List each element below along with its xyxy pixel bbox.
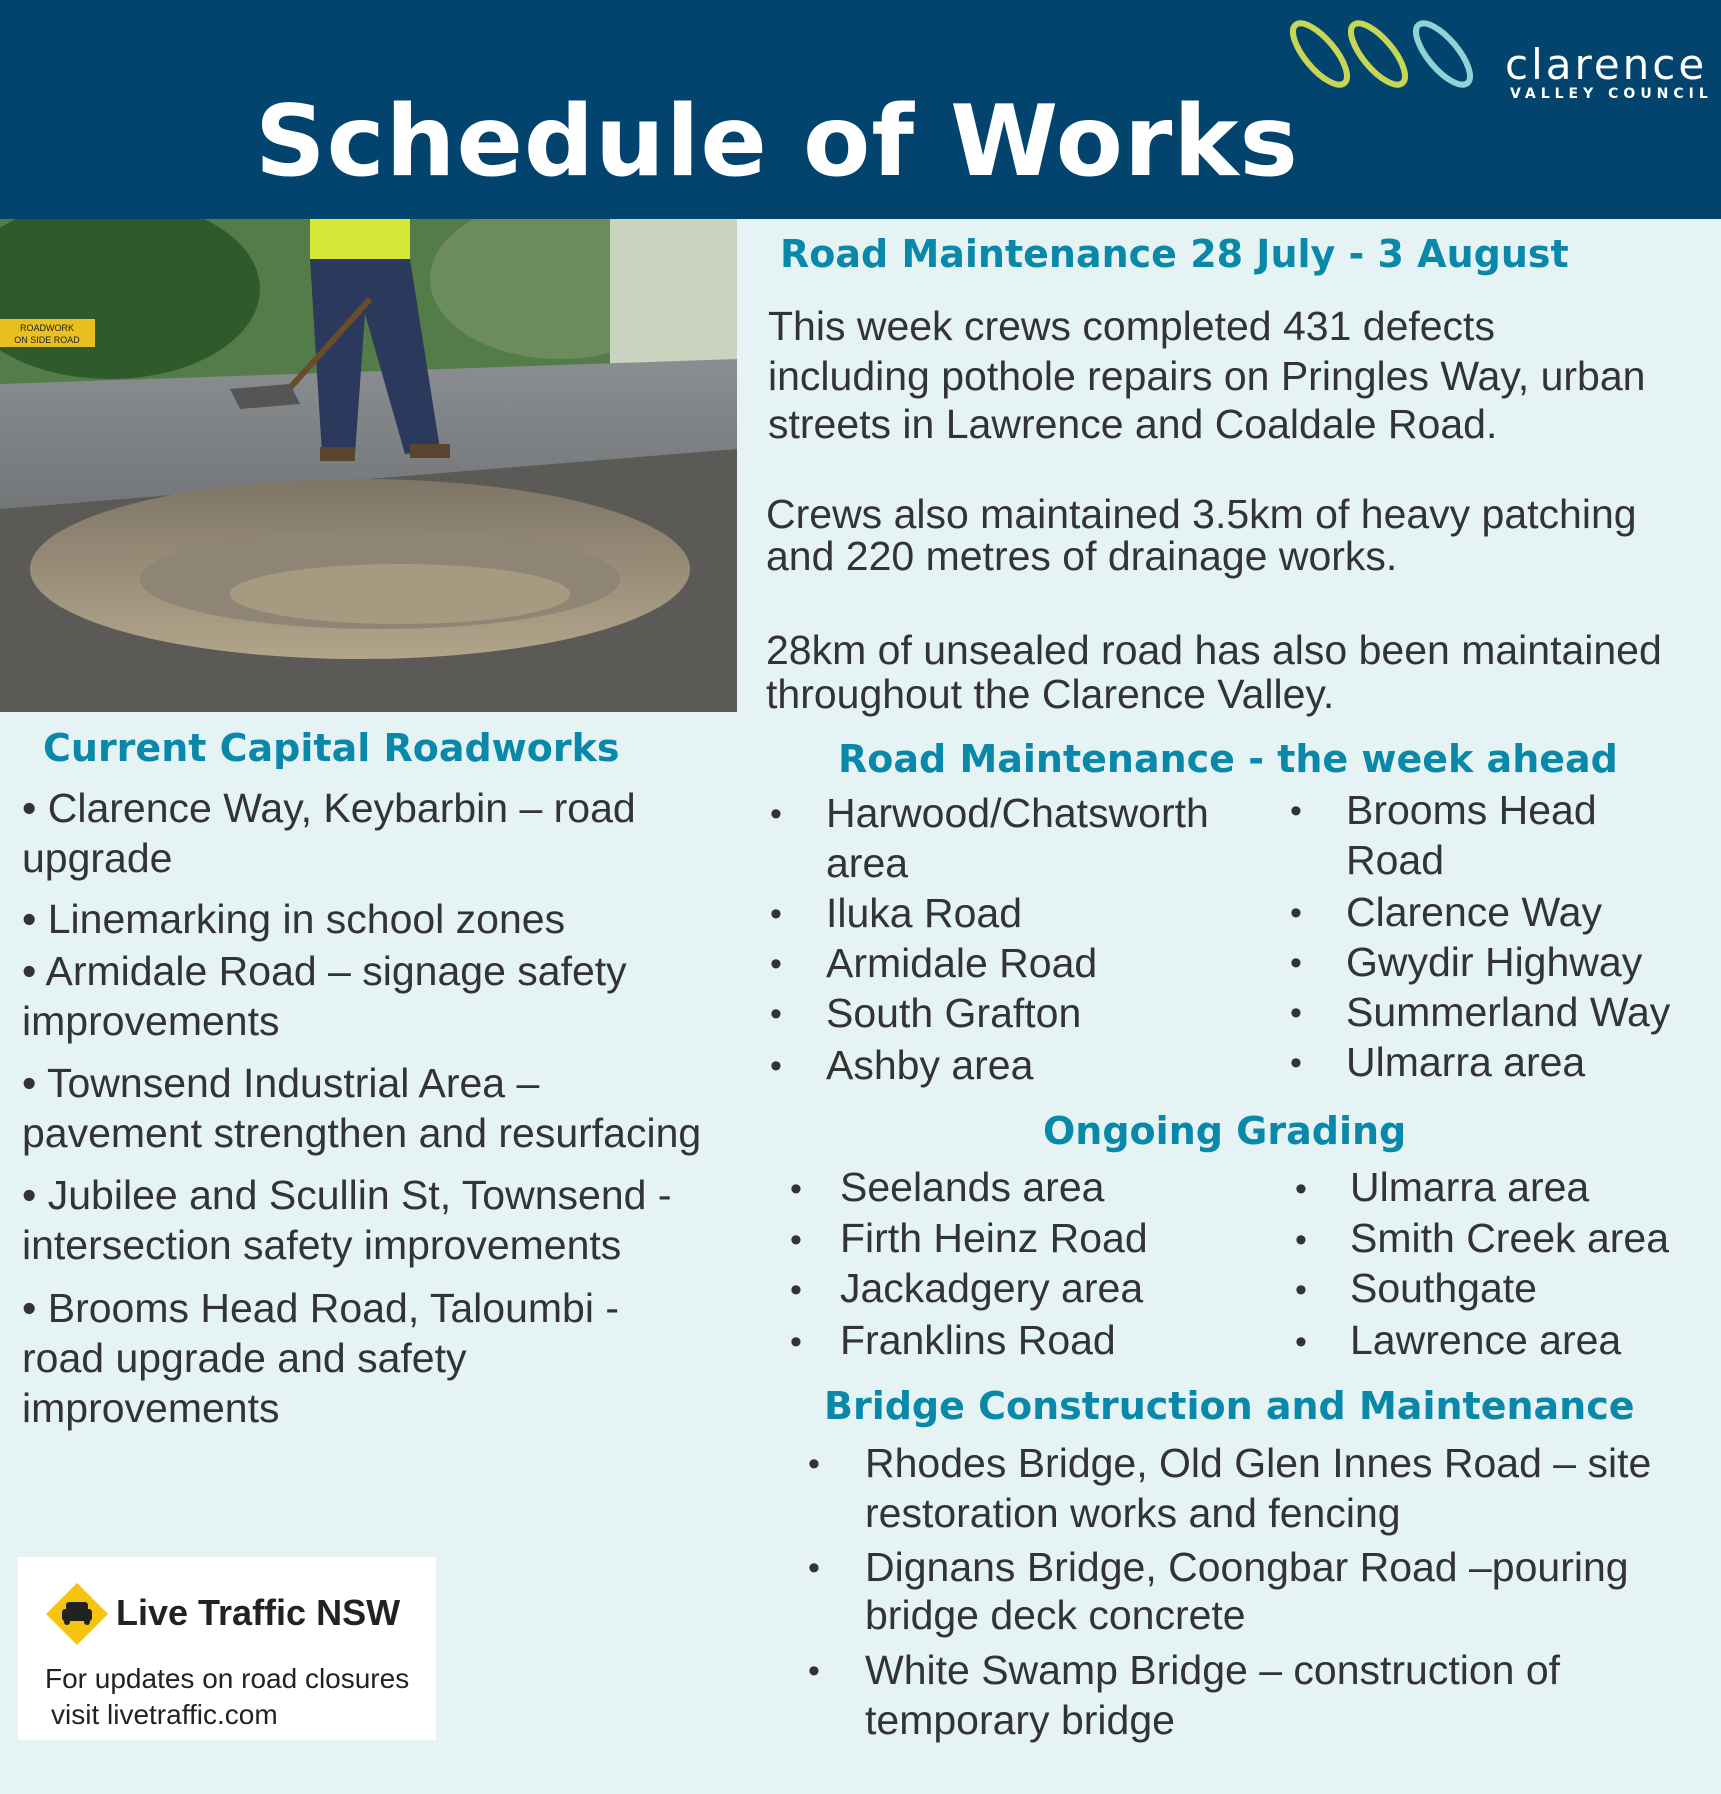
live-traffic-title: Live Traffic NSW: [116, 1592, 401, 1633]
bridge-item-2-line2: bridge deck concrete: [865, 1592, 1246, 1638]
week-ahead-right-3: Gwydir Highway: [1346, 939, 1643, 985]
capital-item-3-line2: improvements: [22, 998, 280, 1044]
capital-item-4-line2: pavement strengthen and resurfacing: [22, 1110, 702, 1156]
capital-item-5-line1: • Jubilee and Scullin St, Townsend -: [22, 1172, 672, 1218]
maintenance-para1-line2: including pothole repairs on Pringles Way, urban: [768, 353, 1646, 399]
bullet: •: [1290, 792, 1302, 830]
roadwork-photo: [0, 219, 737, 712]
week-ahead-right-2: Clarence Way: [1346, 889, 1602, 935]
bullet: •: [770, 795, 782, 833]
bullet: •: [1295, 1221, 1307, 1259]
capital-item-4-line1: • Townsend Industrial Area –: [22, 1060, 540, 1106]
live-traffic-line2[interactable]: visit livetraffic.com: [51, 1699, 278, 1730]
traffic-car-icon: [44, 1581, 110, 1647]
week-ahead-left-1: Harwood/Chatsworth: [826, 790, 1209, 836]
grading-right-4: Lawrence area: [1350, 1317, 1622, 1363]
capital-item-6-line1: • Brooms Head Road, Taloumbi -: [22, 1285, 619, 1331]
header-banner: [0, 0, 1721, 219]
week-ahead-right-4: Summerland Way: [1346, 989, 1671, 1035]
capital-item-1-line1: • Clarence Way, Keybarbin – road: [22, 785, 636, 831]
capital-item-2-line1: • Linemarking in school zones: [22, 896, 566, 942]
live-traffic-line1: For updates on road closures: [45, 1663, 410, 1694]
maintenance-para2-line2: and 220 metres of drainage works.: [766, 533, 1398, 579]
bullet: •: [770, 1047, 782, 1085]
bullet: •: [770, 945, 782, 983]
bullet: •: [808, 1445, 820, 1483]
bridge-item-1-line2: restoration works and fencing: [865, 1490, 1401, 1536]
week-ahead-heading: Road Maintenance - the week ahead: [838, 737, 1618, 781]
live-traffic-box[interactable]: [18, 1557, 436, 1740]
maintenance-para1-line1: This week crews completed 431 defects: [768, 303, 1495, 349]
page-title: Schedule of Works: [255, 85, 1299, 199]
bullet: •: [1295, 1271, 1307, 1309]
worker-vest: [310, 219, 410, 259]
road-maintenance-heading: Road Maintenance 28 July - 3 August: [780, 232, 1569, 276]
bridges-heading: Bridge Construction and Maintenance: [824, 1384, 1635, 1428]
bridge-item-3-line2: temporary bridge: [865, 1697, 1175, 1743]
week-ahead-left-1b: area: [826, 840, 909, 886]
week-ahead-left-5: Ashby area: [826, 1042, 1034, 1088]
bullet: •: [808, 1549, 820, 1587]
bullet: •: [1295, 1170, 1307, 1208]
logo-name: clarence: [1505, 40, 1708, 89]
bullet: •: [790, 1323, 802, 1361]
grading-left-3: Jackadgery area: [840, 1265, 1144, 1311]
grading-right-1: Ulmarra area: [1350, 1164, 1590, 1210]
bridge-item-1-line1: Rhodes Bridge, Old Glen Innes Road – site: [865, 1440, 1652, 1486]
bullet: •: [1290, 994, 1302, 1032]
bullet: •: [1290, 1044, 1302, 1082]
capital-item-6-line3: improvements: [22, 1385, 280, 1431]
week-ahead-right-5: Ulmarra area: [1346, 1039, 1586, 1085]
bullet: •: [770, 995, 782, 1033]
bridge-item-2-line1: Dignans Bridge, Coongbar Road –pouring: [865, 1544, 1629, 1590]
bullet: •: [1290, 894, 1302, 932]
capital-item-5-line2: intersection safety improvements: [22, 1222, 622, 1268]
bullet: •: [808, 1652, 820, 1690]
capital-roadworks-heading: Current Capital Roadworks: [43, 726, 620, 770]
maintenance-para1-line3: streets in Lawrence and Coaldale Road.: [768, 401, 1498, 447]
bullet: •: [1295, 1323, 1307, 1361]
grading-right-3: Southgate: [1350, 1265, 1537, 1311]
bullet: •: [790, 1271, 802, 1309]
grading-left-2: Firth Heinz Road: [840, 1215, 1148, 1261]
grading-right-2: Smith Creek area: [1350, 1215, 1670, 1261]
bridge-item-3-line1: White Swamp Bridge – construction of: [865, 1647, 1561, 1693]
capital-item-3-line1: • Armidale Road – signage safety: [22, 948, 627, 994]
bullet: •: [770, 895, 782, 933]
bullet: •: [790, 1221, 802, 1259]
grading-left-1: Seelands area: [840, 1164, 1105, 1210]
maintenance-para2-line1: Crews also maintained 3.5km of heavy patching: [766, 491, 1637, 537]
week-ahead-left-2: Iluka Road: [826, 890, 1023, 936]
sign-text-2: ON SIDE ROAD: [14, 335, 80, 345]
week-ahead-left-3: Armidale Road: [826, 940, 1098, 986]
capital-item-1-line2: upgrade: [22, 835, 173, 881]
ongoing-grading-heading: Ongoing Grading: [1043, 1109, 1407, 1153]
week-ahead-right-1b: Road: [1346, 837, 1445, 883]
bullet: •: [1290, 944, 1302, 982]
maintenance-para3-line1: 28km of unsealed road has also been maintained: [766, 627, 1662, 673]
bullet: •: [790, 1170, 802, 1208]
sign-text-1: ROADWORK: [20, 323, 74, 333]
logo-subtitle: VALLEY COUNCIL: [1510, 86, 1713, 102]
week-ahead-right-1: Brooms Head: [1346, 787, 1597, 833]
capital-item-6-line2: road upgrade and safety: [22, 1335, 467, 1381]
maintenance-para3-line2: throughout the Clarence Valley.: [766, 671, 1335, 717]
grading-left-4: Franklins Road: [840, 1317, 1116, 1363]
week-ahead-left-4: South Grafton: [826, 990, 1082, 1036]
